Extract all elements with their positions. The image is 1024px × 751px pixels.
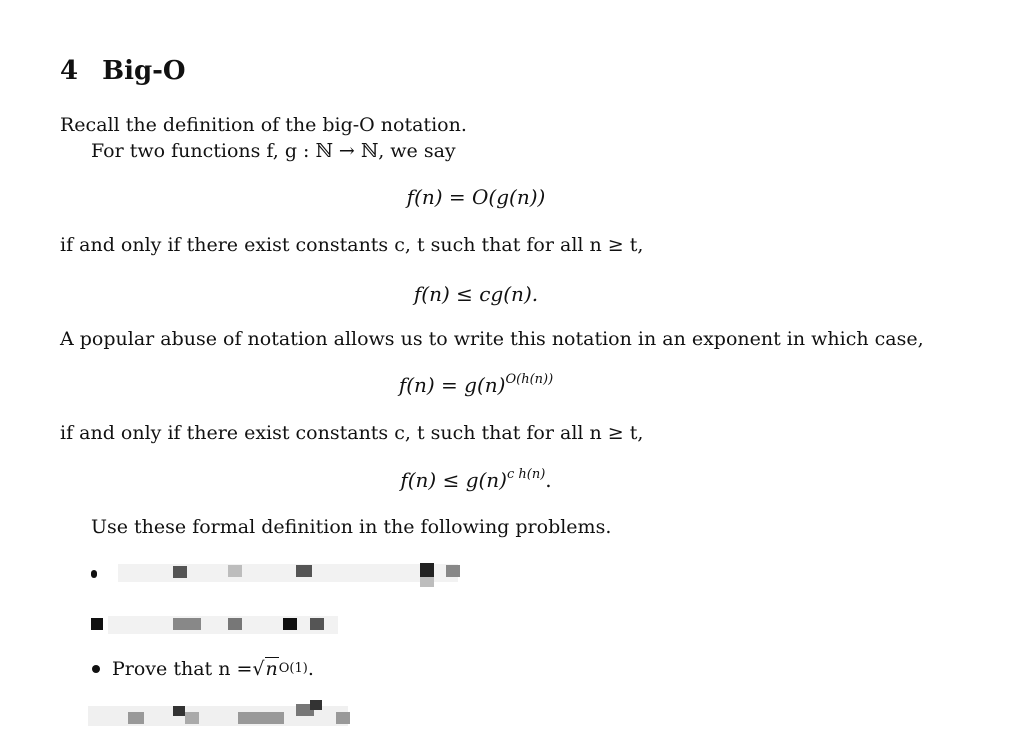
iff-condition-2: if and only if there exist constants c, t such that for all n ≥ t,: [60, 422, 644, 444]
redaction-block: [310, 618, 324, 630]
equation-exponent-base: f(n) = g(n): [398, 373, 506, 397]
redaction-blur: [108, 616, 338, 634]
equation-inequality-1: f(n) ≤ cg(n).: [413, 282, 539, 306]
redaction-block: [128, 712, 144, 724]
equation-exponent: [0, 373, 988, 397]
equation-inequality-2-period: .: [545, 468, 552, 492]
radical-sign-icon: √: [252, 658, 265, 680]
equation-big-o: f(n) = O(g(n)): [406, 185, 546, 209]
redaction-block: [173, 566, 187, 578]
redaction-block: [420, 577, 434, 587]
abuse-paragraph: A popular abuse of notation allows us to write this notation in an exponent in which case,: [60, 328, 924, 350]
radicand: n: [265, 658, 278, 680]
problem-item-1-redacted: [88, 560, 468, 590]
problem-item-2-redacted: [88, 610, 348, 640]
bullet-icon: [91, 570, 97, 578]
redaction-block: [228, 565, 242, 577]
redaction-block: [420, 563, 434, 577]
equation-inequality-2-base: f(n) ≤ g(n): [400, 468, 507, 492]
intro-paragraph: Recall the definition of the big-O notation.: [60, 114, 467, 136]
redaction-block: [446, 565, 460, 577]
sqrt-expression: [252, 658, 278, 680]
redaction-blur: [118, 564, 458, 582]
redaction-block: [228, 618, 242, 630]
redaction-block: [173, 618, 201, 630]
section-title: Big-O: [102, 56, 186, 86]
redaction-block: [238, 712, 284, 724]
problem-3-prefix: Prove that n =: [112, 658, 253, 680]
iff-condition-1: if and only if there exist constants c, t such that for all n ≥ t,: [60, 234, 644, 256]
bullet-icon: [92, 665, 100, 673]
redaction-block: [185, 712, 199, 724]
functions-line: For two functions f, g : ℕ → ℕ, we say: [91, 140, 456, 162]
redaction-block: [310, 700, 322, 710]
redaction-block: [173, 706, 185, 716]
problem-item-4-redacted: [88, 700, 358, 730]
use-these-line: Use these formal definition in the following problems.: [91, 516, 612, 538]
problem-3-period: .: [307, 658, 314, 680]
redaction-block: [296, 565, 312, 577]
redaction-block: [283, 618, 297, 630]
section-heading: [60, 56, 186, 86]
section-number: 4: [60, 56, 79, 86]
problem-item-3: Prove that n = √n O(1) .: [92, 658, 314, 680]
equation-inequality-2-power: c h(n): [506, 467, 546, 482]
equation-exponent-power: O(h(n)): [505, 372, 554, 387]
bullet-icon: [91, 618, 103, 630]
equation-inequality-2: [0, 468, 988, 492]
redaction-block: [336, 712, 350, 724]
